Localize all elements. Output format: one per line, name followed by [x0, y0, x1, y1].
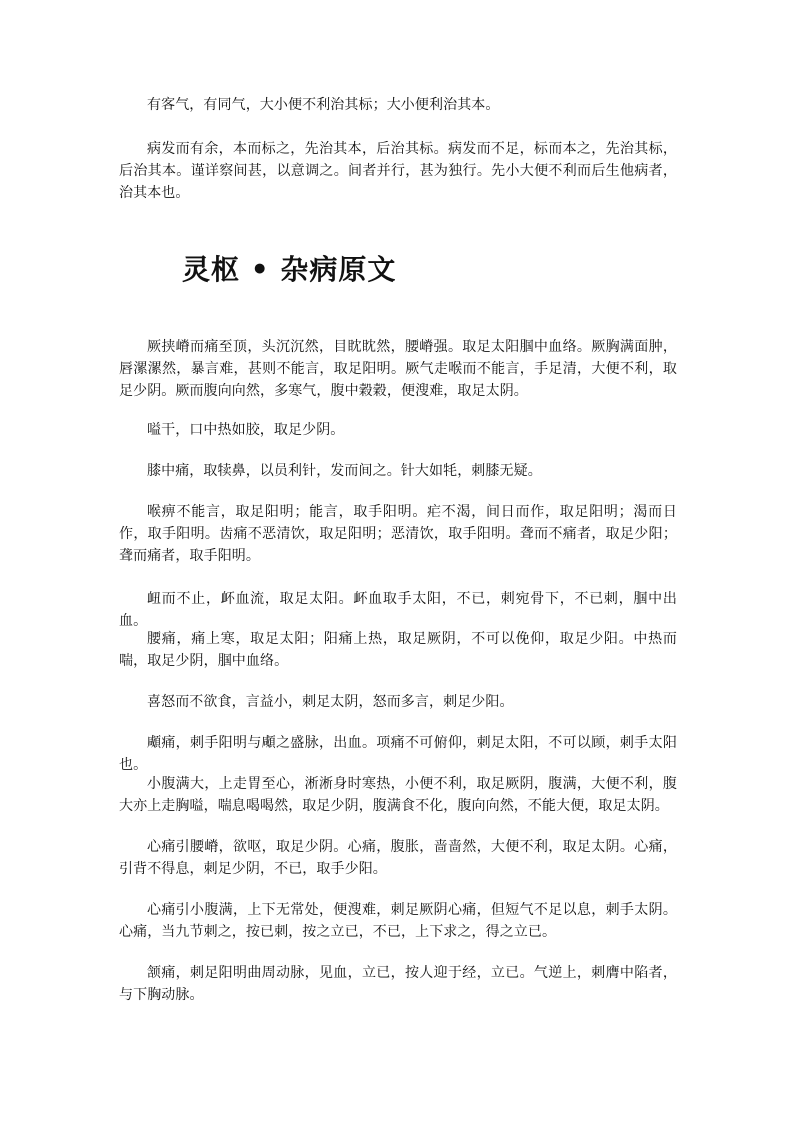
paragraph-xin-tong-yao: 心痛引腰嵴，欲呕，取足少阴。心痛，腹胀，啬啬然，大便不利，取足太阴。心痛，引背不得息，刺足少阴，不已，取手少阳。	[119, 839, 677, 877]
paragraph-xi-nu: 喜怒而不欲食，言益小，刺足太阴，怒而多言，刺足少阳。	[147, 694, 514, 710]
intro-paragraph-1: 有客气，有同气，大小便不利治其标；大小便利治其本。	[147, 97, 500, 113]
paragraph-yi-gan: 嗌干，口中热如胶，取足少阴。	[147, 422, 345, 438]
paragraph-kan-tong: 顑痛，刺手阳明与顑之盛脉，出血。项痛不可俯仰，刺足太阳，不可以顾，刺手太阳也。	[119, 735, 677, 773]
paragraph-han-tong: 颔痛，刺足阳明曲周动脉，见血，立已，按人迎于经，立已。气逆上，刺膺中陷者，与下胸动脉。	[119, 965, 677, 1003]
section-title: 灵枢 • 杂病原文	[182, 253, 397, 286]
paragraph-yao-tong: 腰痛，痛上寒，取足太阳；阳痛上热，取足厥阴，不可以俛仰，取足少阳。中热而喘，取足少阴，腘中血络。	[119, 631, 677, 669]
paragraph-xin-tong-fu: 心痛引小腹满，上下无常处，便溲难，刺足厥阴心痛，但短气不足以息，刺手太阴。心痛，当九节刺之，按已刺，按之立已，不已，上下求之，得之立已。	[119, 902, 677, 940]
intro-paragraph-2: 病发而有余，本而标之，先治其本，后治其标。病发而不足，标而本之，先治其标，后治其本。谨详察间甚，以意调之。间者并行，甚为独行。先小大便不利而后生他病者，治其本也。	[119, 141, 677, 201]
paragraph-xi-zhong-tong: 膝中痛，取犊鼻，以员利针，发而间之。针大如牦，刺膝无疑。	[147, 463, 542, 479]
paragraph-hou-bi: 喉痹不能言，取足阳明；能言，取手阳明。疟不渴，间日而作，取足阳明；渴而日作，取手阳明。齿痛不恶清饮，取足阳明；恶清饮，取手阳明。聋而不痛者，取足少阳；聋而痛者，取手阳明。	[119, 504, 677, 564]
paragraph-nü: 衄而不止，衃血流，取足太阳。衃血取手太阳，不已，刺宛骨下，不已刺，腘中出血。	[119, 591, 677, 629]
paragraph-jue: 厥挟嵴而痛至顶，头沉沉然，目眈眈然，腰嵴强。取足太阳腘中血络。厥胸满面肿，唇漯漯然，暴言难，甚则不能言，取足阳明。厥气走喉而不能言，手足清，大便不利，取足少阴。厥而腹向向然，多寒气，腹中穀穀，便溲难，取足太阴。	[119, 339, 677, 399]
paragraph-xiao-fu-man: 小腹满大，上走胃至心，淅淅身时寒热，小便不利，取足厥阴，腹满，大便不利，腹大亦上走胸嗌，喘息喝喝然，取足少阴，腹满食不化，腹向向然，不能大便，取足太阴。	[119, 776, 677, 814]
